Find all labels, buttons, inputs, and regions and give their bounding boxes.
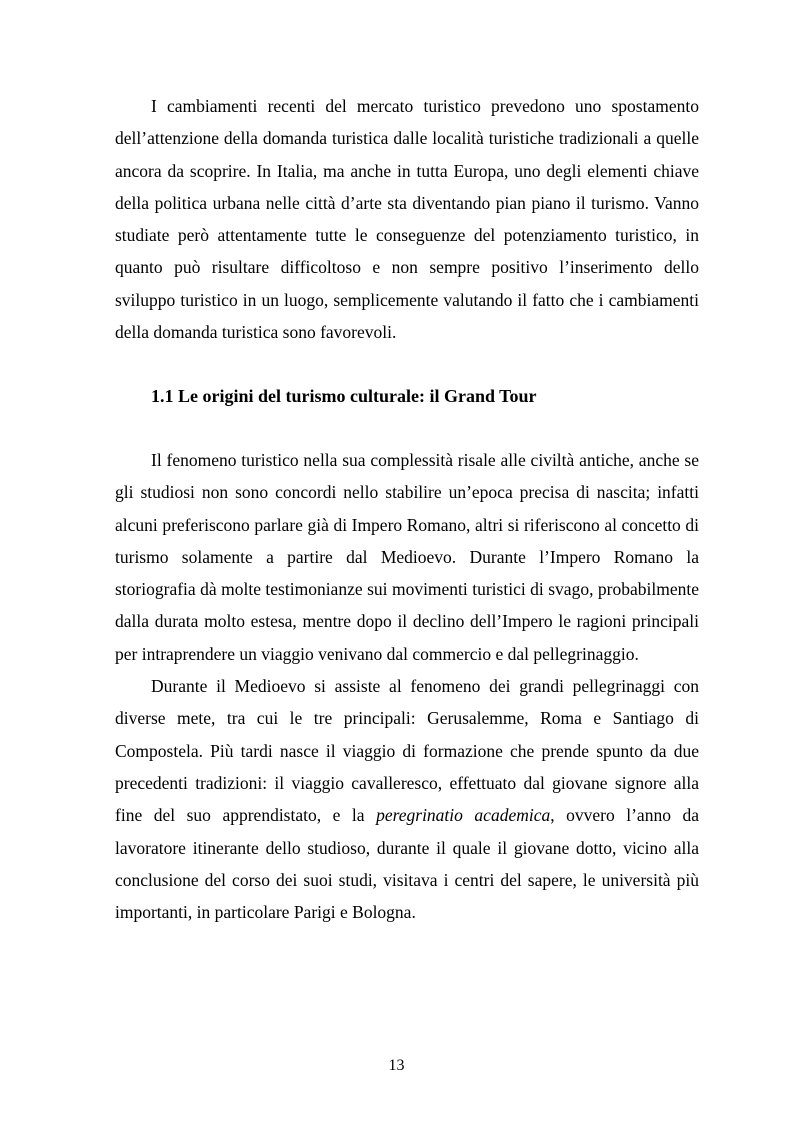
body-paragraph-2-end: , ovvero l’anno da lavoratore itinerante dello studioso, durante il quale il giovane dotto, vicino alla conclusione del corso dei suoi studi, visitava i centri del sapere, le università più importanti, in particolare Parigi e Bologna. [115, 805, 699, 923]
intro-section [115, 90, 699, 348]
page-number: 13 [388, 1057, 405, 1074]
body-paragraph-2-start: Durante il Medioevo si assiste al fenomeno dei grandi pellegrinaggi con diverse mete, tra cui le tre principali: Gerusalemme, Roma e Santiago di Compostela. Più tardi nasce il viaggio di formazione che prende spunto da due precedenti tradizioni: il viaggio cavalleresco, effettuato dal giovane signore alla fine del suo apprendistato, e la [115, 676, 699, 826]
body-paragraph-2 [115, 670, 699, 928]
latin-term: peregrinatio academica [376, 805, 551, 826]
section-body [115, 444, 699, 928]
body-paragraph-1: Il fenomeno turistico nella sua complessità risale alle civiltà antiche, anche se gli studiosi non sono concordi nello stabilire un’epoca precisa di nascita; infatti alcuni preferiscono parlare già di Impero Romano, altri si riferiscono al concetto di turismo solamente a partire dal Medioevo. Durante l’Impero Romano la storiografia dà molte testimonianze sui movimenti turistici di svago, probabilmente dalla durata molto estesa, mentre dopo il declino dell’Impero le ragioni principali per intraprendere un viaggio venivano dal commercio e dal pellegrinaggio. [115, 450, 699, 664]
intro-paragraph: I cambiamenti recenti del mercato turistico prevedono uno spostamento dell’attenzione della domanda turistica dalle località turistiche tradizionali a quelle ancora da scoprire. In Italia, ma anche in tutta Europa, uno degli elementi chiave della politica urbana nelle città d’arte sta diventando pian piano il turismo. Vanno studiate però attentamente tutte le conseguenze del potenziamento turistico, in quanto può risultare difficoltoso e non sempre positivo l’inserimento dello sviluppo turistico in un luogo, semplicemente valutando il fatto che i cambiamenti della domanda turistica sono favorevoli. [115, 96, 699, 343]
section-heading: 1.1 Le origini del turismo culturale: il Grand Tour [151, 386, 537, 406]
